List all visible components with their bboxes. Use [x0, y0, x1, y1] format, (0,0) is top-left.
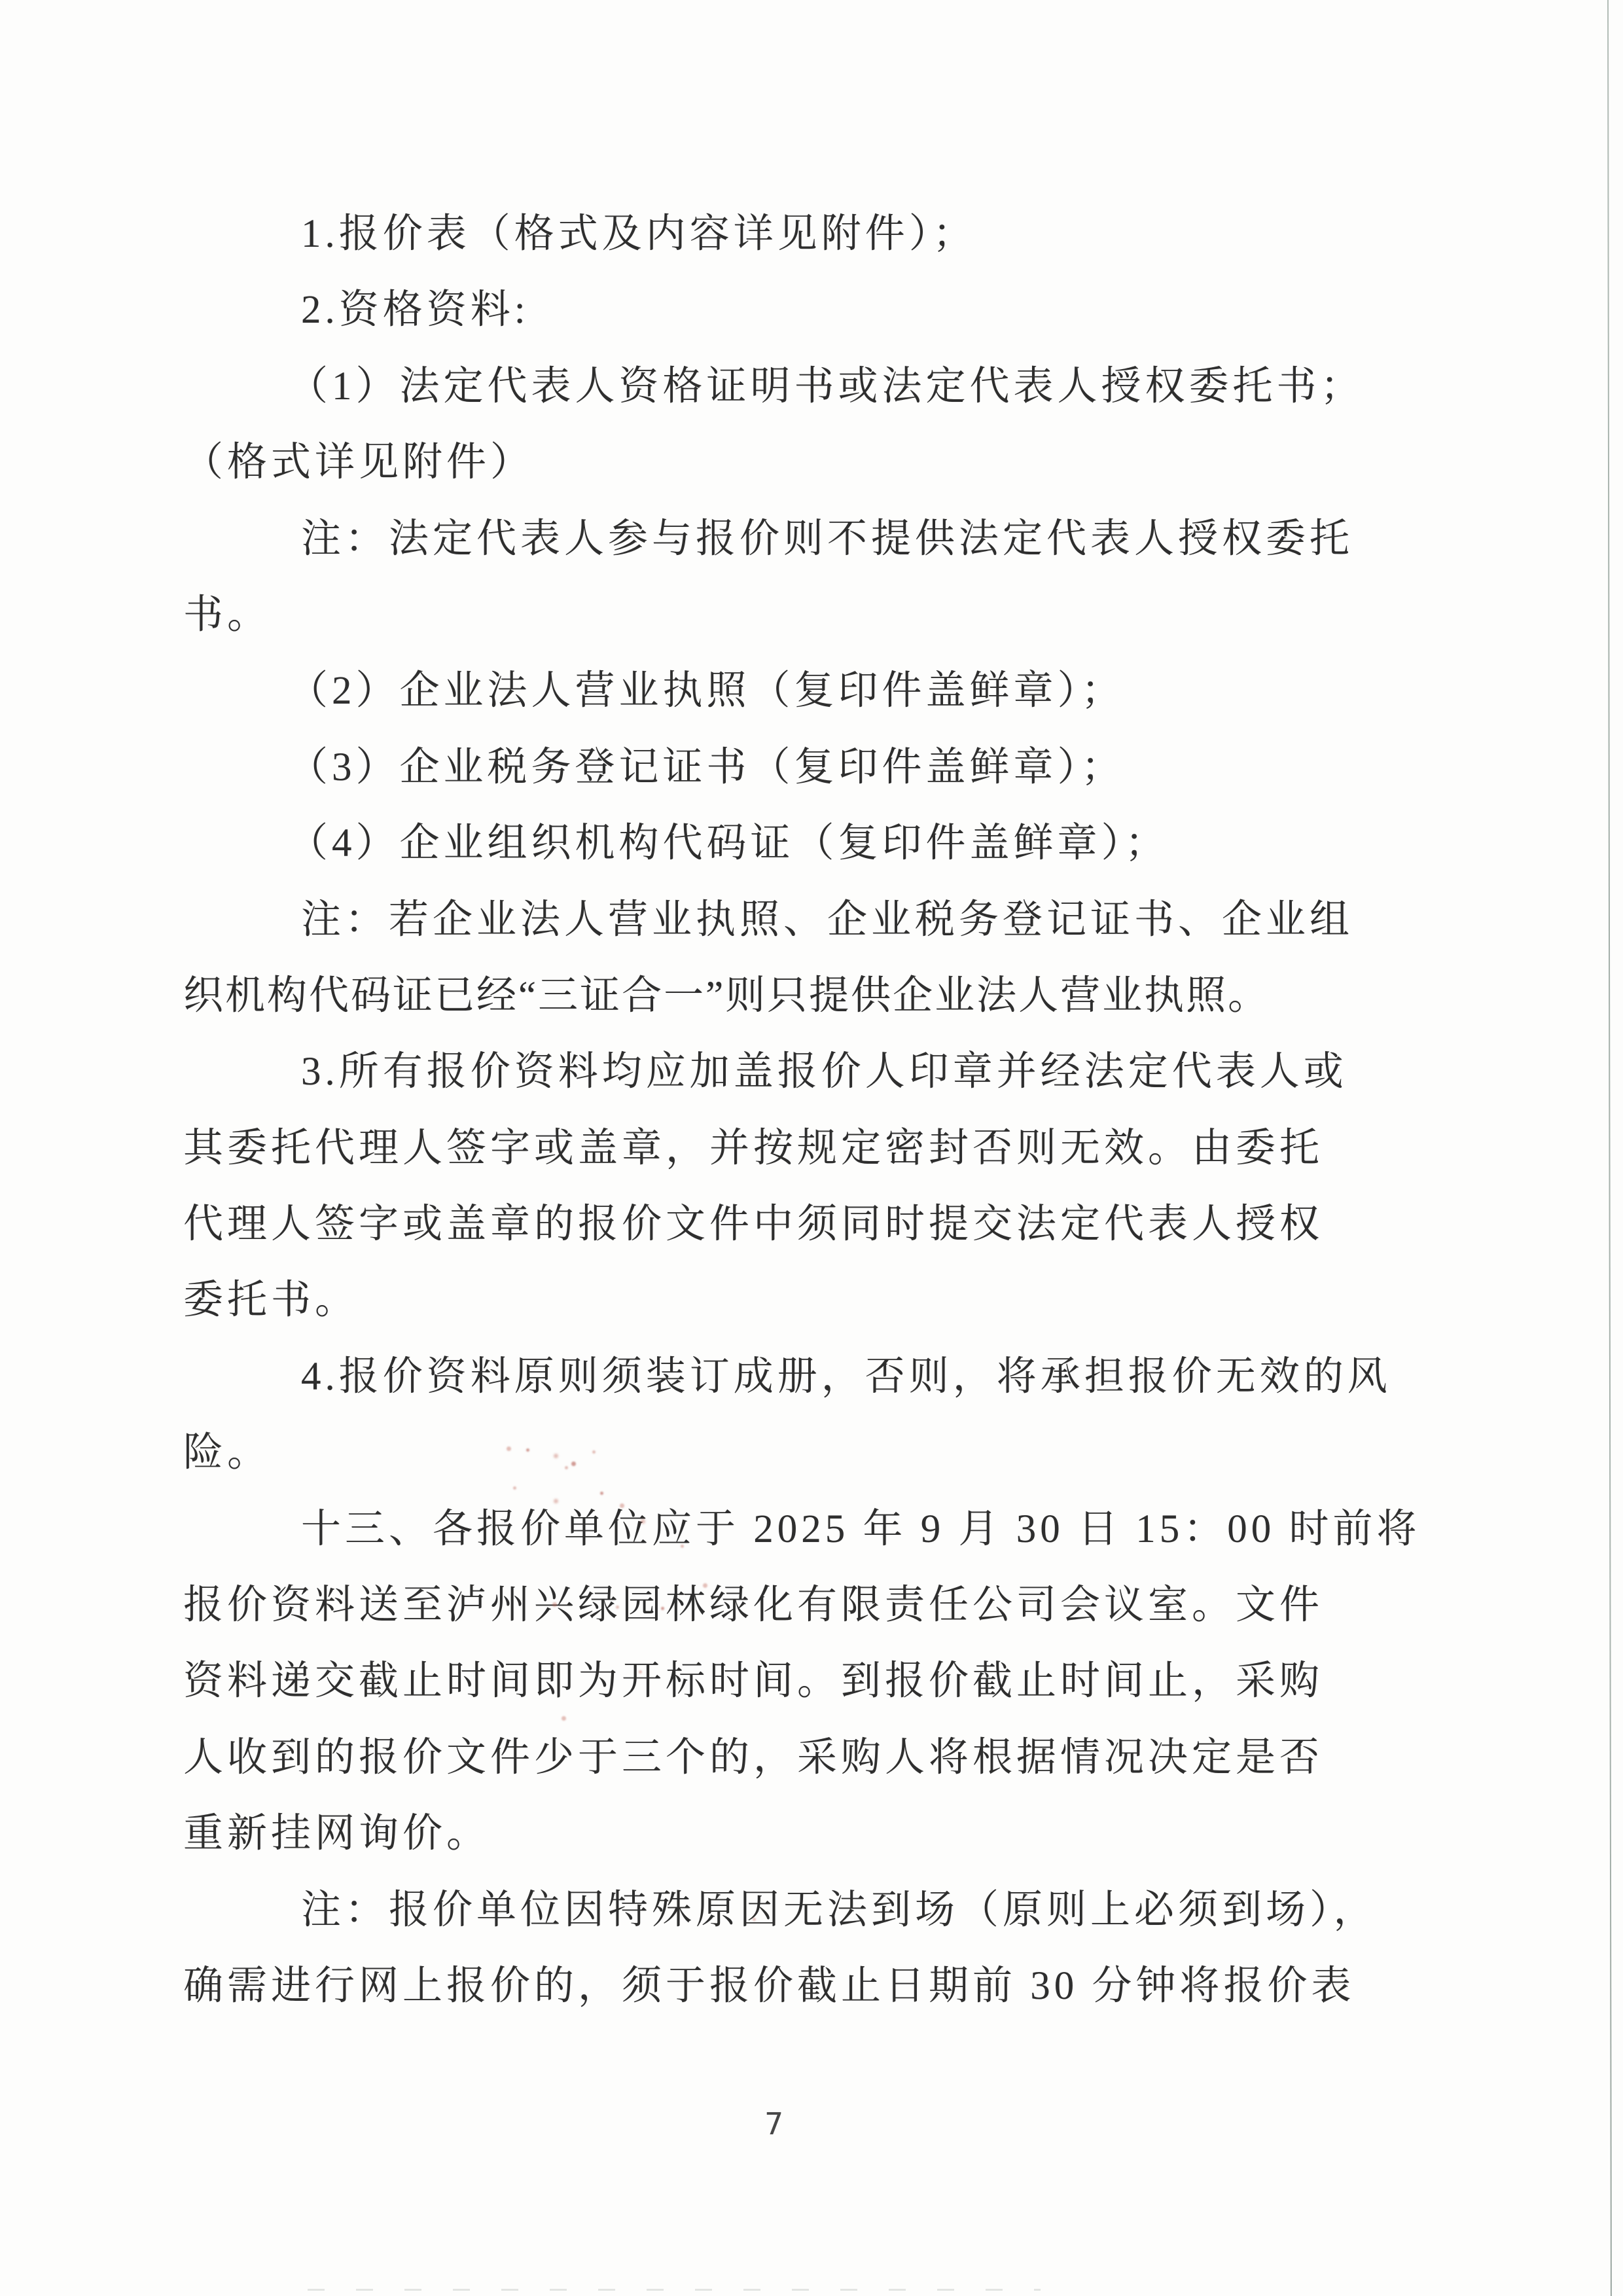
text-line: 报价资料送至泸州兴绿园林绿化有限责任公司会议室。文件	[183, 1583, 1324, 1628]
text-line: 书。	[183, 592, 272, 637]
text-line: 代理人签字或盖章的报价文件中须同时提交法定代表人授权	[183, 1202, 1324, 1247]
text-line: 确需进行网上报价的，须于报价截止日期前 30 分钟将报价表	[183, 1964, 1355, 2008]
text-line: 委托书。	[183, 1278, 359, 1323]
text-line: 重新挂网询价。	[183, 1812, 491, 1856]
text-line: （格式详见附件）	[183, 440, 535, 485]
text-line: （4）企业组织机构代码证（复印件盖鲜章）；	[288, 821, 1169, 866]
text-line: 险。	[183, 1431, 272, 1475]
text-line: 1.报价表（格式及内容详见附件）；	[301, 212, 977, 256]
text-line: 注：报价单位因特殊原因无法到场（原则上必须到场），	[301, 1888, 1378, 1932]
text-line: 2.资格资料:	[301, 288, 529, 332]
text-line: 其委托代理人签字或盖章，并按规定密封否则无效。由委托	[183, 1126, 1324, 1170]
text-line: 注：法定代表人参与报价则不提供法定代表人授权委托	[301, 516, 1354, 561]
text-line: 人收到的报价文件少于三个的，采购人将根据情况决定是否	[183, 1735, 1324, 1780]
text-line: 4.报价资料原则须装订成册，否则，将承担报价无效的风	[301, 1354, 1391, 1399]
text-line: 十三、各报价单位应于 2025 年 9 月 30 日 15：00 时前将	[301, 1507, 1421, 1551]
text-line: 资料递交截止时间即为开标时间。到报价截止时间止，采购	[183, 1659, 1324, 1704]
text-line: （1）法定代表人资格证明书或法定代表人授权委托书；	[288, 364, 1364, 408]
scan-edge-line	[1607, 0, 1612, 2296]
text-lines	[183, 196, 1421, 2024]
text-line: 织机构代码证已经“三证合一”则只提供企业法人营业执照。	[183, 973, 1270, 1018]
text-line: 注：若企业法人营业执照、企业税务登记证书、企业组	[301, 897, 1354, 942]
stamp-bleed-stain	[0, 0, 3, 3]
text-line: （2）企业法人营业执照（复印件盖鲜章）；	[288, 669, 1126, 713]
text-line: 3.所有报价资料均应加盖报价人印章并经法定代表人或	[301, 1050, 1347, 1094]
bottom-scan-marks	[308, 2289, 1041, 2291]
text-line: （3）企业税务登记证书（复印件盖鲜章）；	[288, 745, 1126, 789]
page-number: 7	[764, 2106, 784, 2142]
